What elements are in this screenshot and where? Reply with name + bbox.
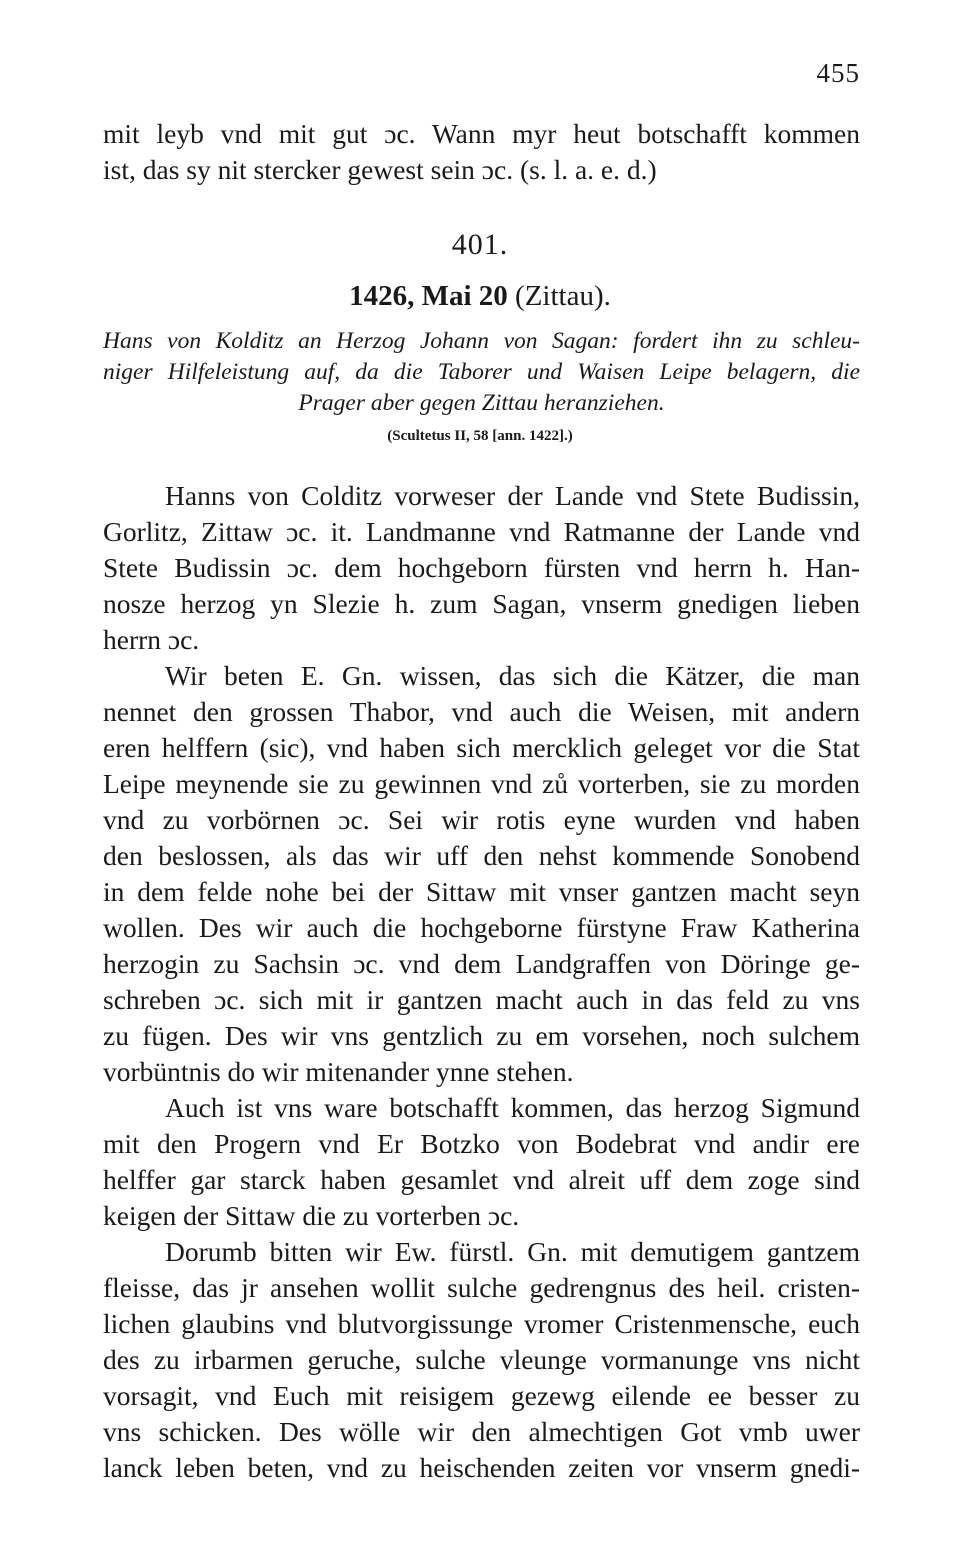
text-line: Auch ist vns ware botschafft kommen, das herzog Sigmund bbox=[165, 1092, 860, 1123]
text-line: vorsagit, vnd Euch mit reisigem gezewg eilende ee besser zu bbox=[103, 1380, 860, 1411]
text-line: mit den Progern vnd Er Botzko von Bodebrat vnd andir ere bbox=[103, 1128, 860, 1159]
document-summary bbox=[103, 326, 860, 419]
text-line: fleisse, das jr ansehen wollit sulche gedrengnus des heil. cristen- bbox=[103, 1272, 860, 1303]
text-line: zu fügen. Des wir vns gentzlich zu em vorsehen, noch sulchem bbox=[103, 1020, 860, 1051]
document-date-place: (Zittau). bbox=[515, 280, 611, 312]
text-line: schreben ɔc. sich mit ir gantzen macht auch in das feld zu vns bbox=[103, 984, 860, 1015]
text-line: den beslossen, als das wir uff den nehst kommende Sonobend bbox=[103, 840, 860, 871]
text-line: helffer gar starck haben gesamlet vnd alreit uff dem zoge sind bbox=[103, 1164, 860, 1195]
text-line: vnd zu vorbörnen ɔc. Sei wir rotis eyne wurden vnd haben bbox=[103, 804, 860, 835]
source-citation: (Scultetus II, 58 [ann. 1422].) bbox=[387, 428, 573, 444]
text-line: in dem felde nohe bei der Sittaw mit vnser gantzen macht seyn bbox=[103, 876, 860, 907]
text-line: keigen der Sittaw die zu vorterben ɔc. bbox=[103, 1200, 520, 1231]
summary-line: niger Hilfeleistung auf, da die Taborer und Waisen Leipe belagern, die bbox=[103, 359, 860, 385]
text-line: vorbüntnis do wir mitenander ynne stehen. bbox=[103, 1056, 574, 1087]
summary-line: Hans von Kolditz an Herzog Johann von Sagan: fordert ihn zu schleu- bbox=[103, 328, 860, 354]
text-line: lanck leben beten, vnd zu heischenden zeiten vor vnserm gnedi- bbox=[103, 1452, 860, 1483]
text-line: wollen. Des wir auch die hochgeborne fürstyne Fraw Katherina bbox=[103, 912, 860, 943]
text-line: eren helffern (sic), vnd haben sich mercklich geleget vor die Stat bbox=[103, 732, 860, 763]
text-line: herrn ɔc. bbox=[103, 624, 200, 655]
text-line: ist, das sy nit stercker gewest sein ɔc. (s. l. a. e. d.) bbox=[103, 154, 657, 185]
text-line: nosze herzog yn Slezie h. zum Sagan, vnserm gnedigen lieben bbox=[103, 588, 860, 619]
text-line: Dorumb bitten wir Ew. fürstl. Gn. mit demutigem gantzem bbox=[165, 1236, 860, 1267]
intro-paragraph bbox=[103, 116, 860, 188]
summary-line: Prager aber gegen Zittau heranziehen. bbox=[298, 390, 665, 416]
text-line: Leipe meynende sie zu gewinnen vnd zů vorterben, sie zu morden bbox=[103, 768, 860, 799]
document-date bbox=[0, 280, 960, 313]
text-line: nennet den grossen Thabor, vnd auch die Weisen, mit andern bbox=[103, 696, 860, 727]
text-line: lichen glaubins vnd blutvorgissunge vromer Cristenmensche, euch bbox=[103, 1308, 860, 1339]
text-line: vns schicken. Des wölle wir den almechtigen Got vmb uwer bbox=[103, 1416, 860, 1447]
letter-body bbox=[103, 478, 860, 1486]
text-line: des zu irbarmen geruche, sulche vleunge vormanunge vns nicht bbox=[103, 1344, 860, 1375]
text-line: Hanns von Colditz vorweser der Lande vnd Stete Budissin, bbox=[165, 480, 860, 511]
text-line: Gorlitz, Zittaw ɔc. it. Landmanne vnd Ratmanne der Lande vnd bbox=[103, 516, 860, 547]
text-line: Wir beten E. Gn. wissen, das sich die Kätzer, die man bbox=[165, 660, 860, 691]
document-number: 401. bbox=[451, 228, 509, 261]
document-date-main: 1426, Mai 20 bbox=[349, 280, 508, 312]
text-line: mit leyb vnd mit gut ɔc. Wann myr heut botschafft kommen bbox=[103, 118, 860, 149]
text-line: herzogin zu Sachsin ɔc. vnd dem Landgraffen von Döringe ge- bbox=[103, 948, 860, 979]
text-line: Stete Budissin ɔc. dem hochgeborn fürsten vnd herrn h. Han- bbox=[103, 552, 860, 583]
page-number: 455 bbox=[816, 58, 860, 88]
